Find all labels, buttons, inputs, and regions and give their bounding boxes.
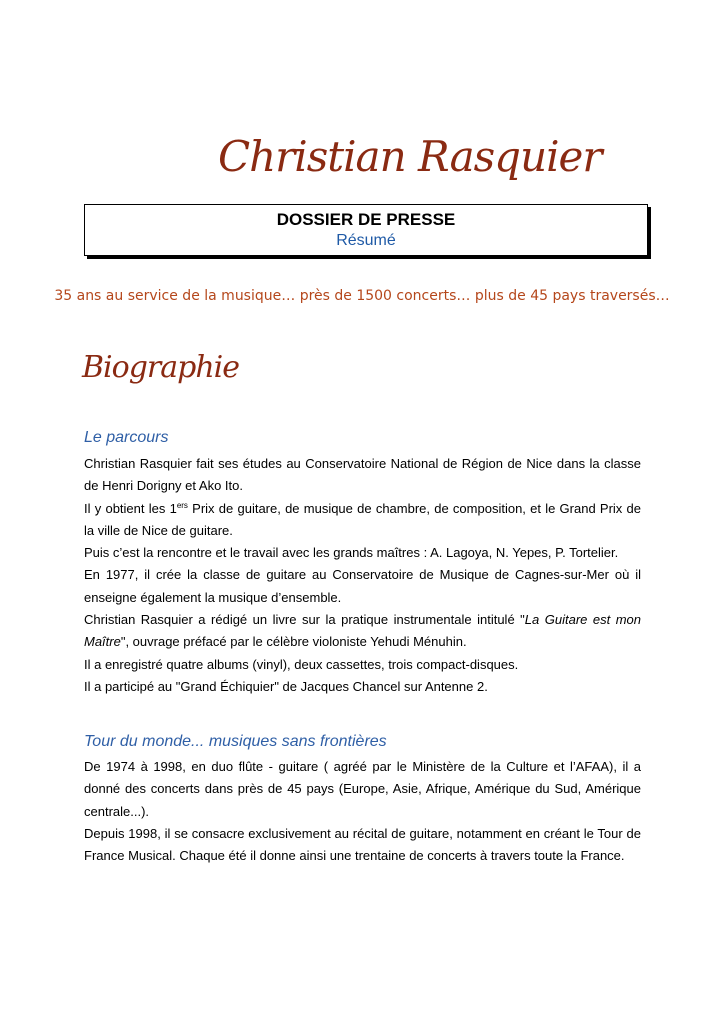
paragraph: De 1974 à 1998, en duo flûte - guitare ( agréé par le Ministère de la Culture et l’AFAA), il a donné des concerts dans près de 45 pays (Europe, Asie, Afrique, Amérique du Sud, Amérique centrale...). [84, 759, 641, 819]
tagline: 35 ans au service de la musique… près de 1500 concerts… plus de 45 pays traversés… [54, 288, 670, 304]
paragraph: Il a participé au "Grand Échiquier" de Jacques Chancel sur Antenne 2. [84, 678, 488, 694]
paragraph [84, 609, 641, 654]
press-kit-subtitle: Résumé [336, 232, 396, 249]
paragraph: Puis c’est la rencontre et le travail avec les grands maîtres : A. Lagoya, N. Yepes, P. Tortelier. [84, 545, 619, 561]
text: Prix de guitare, de musique de chambre, de composition, et le Grand Prix de la ville de Nice de guitare. [84, 500, 642, 538]
paragraph: Depuis 1998, il se consacre exclusivement au récital de guitare, notamment en créant le Tour de France Musical. Chaque été il donne ainsi une trentaine de concerts à travers toute la France. [84, 825, 641, 864]
artist-name-logo: Christian Rasquier [218, 132, 602, 181]
biography-heading: Biographie [82, 350, 240, 385]
superscript: ers [176, 500, 188, 510]
paragraph: Christian Rasquier fait ses études au Conservatoire National de Région de Nice dans la classe de Henri Dorigny et Ako Ito. [84, 456, 641, 494]
section-body-tour [84, 756, 641, 867]
book-title: La Guitare est mon Maître [84, 612, 641, 650]
section-title-parcours: Le parcours [84, 429, 169, 446]
section-body-parcours [84, 453, 641, 698]
section-title-tour: Tour du monde... musiques sans frontières [84, 733, 387, 750]
press-kit-title: DOSSIER DE PRESSE [276, 210, 456, 229]
text: ", ouvrage préfacé par le célèbre violoniste Yehudi Ménuhin. [120, 634, 467, 650]
press-kit-box [84, 204, 648, 256]
text: Christian Rasquier a rédigé un livre sur la pratique instrumentale intitulé " [84, 612, 525, 628]
text: Il y obtient les 1 [84, 500, 177, 516]
paragraph: En 1977, il crée la classe de guitare au Conservatoire de Musique de Cagnes-sur-Mer où il enseigne également la musique d’ensemble. [84, 567, 641, 605]
paragraph [84, 498, 641, 543]
paragraph: Il a enregistré quatre albums (vinyl), deux cassettes, trois compact-disques. [84, 656, 519, 672]
